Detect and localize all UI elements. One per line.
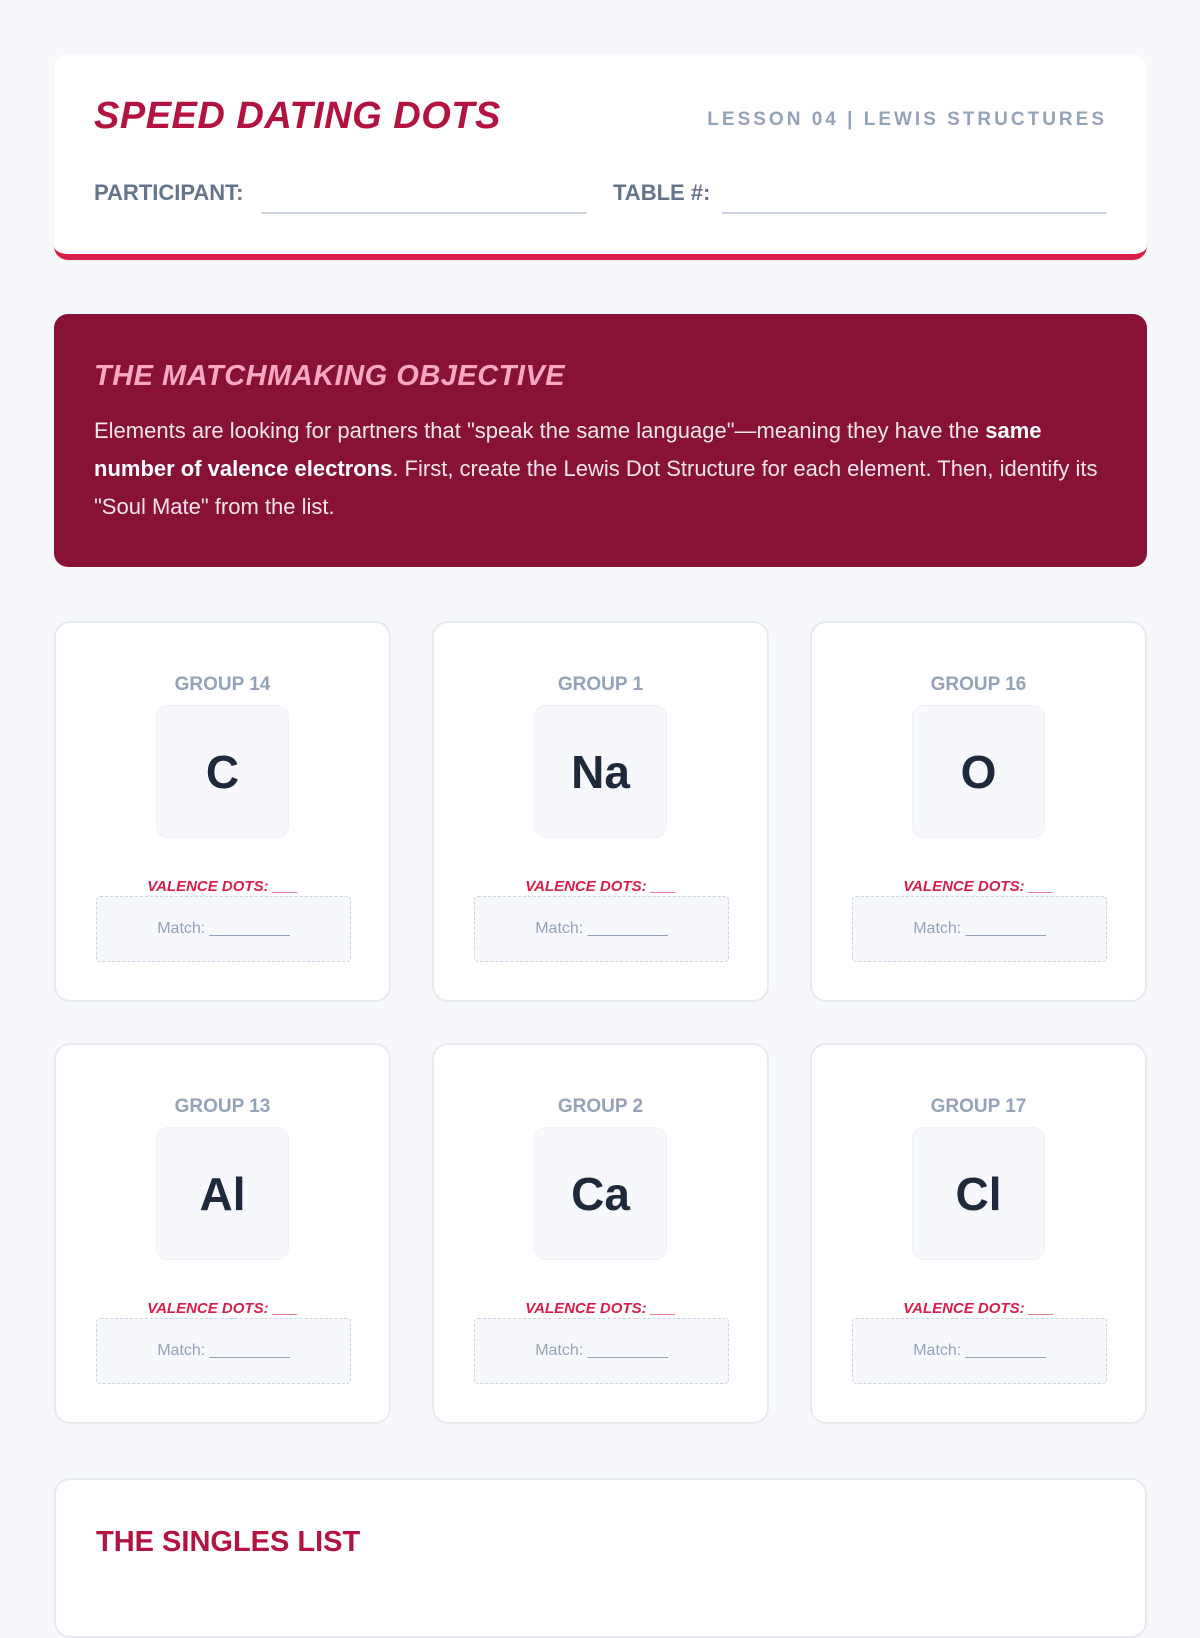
- element-card-aluminum: [54, 1043, 391, 1424]
- element-symbol[interactable]: O: [912, 705, 1045, 838]
- table-number-label: TABLE #:: [613, 180, 711, 205]
- page-title: SPEED DATING DOTS: [94, 95, 501, 137]
- valence-dots-label[interactable]: VALENCE DOTS: ___: [903, 1300, 1054, 1317]
- group-label: GROUP 13: [174, 1096, 271, 1117]
- match-field[interactable]: Match: _________: [852, 1318, 1107, 1384]
- valence-dots-label[interactable]: VALENCE DOTS: ___: [525, 878, 676, 895]
- singles-list-panel: [54, 1478, 1147, 1638]
- objective-text: [94, 412, 1107, 526]
- valence-dots-label[interactable]: VALENCE DOTS: ___: [147, 1300, 298, 1317]
- element-symbol[interactable]: Cl: [912, 1127, 1045, 1260]
- lesson-label: LESSON 04 | LEWIS STRUCTURES: [707, 109, 1107, 130]
- participant-field[interactable]: [261, 186, 587, 214]
- table-number-field[interactable]: [722, 186, 1107, 214]
- element-symbol[interactable]: C: [156, 705, 289, 838]
- element-card-sodium: [432, 621, 769, 1002]
- match-field[interactable]: Match: _________: [852, 896, 1107, 962]
- match-field[interactable]: Match: _________: [96, 896, 351, 962]
- valence-dots-label[interactable]: VALENCE DOTS: ___: [903, 878, 1054, 895]
- element-symbol[interactable]: Na: [534, 705, 667, 838]
- group-label: GROUP 14: [174, 674, 271, 695]
- group-label: GROUP 17: [930, 1096, 1027, 1117]
- participant-label: PARTICIPANT:: [94, 180, 244, 205]
- group-label: GROUP 16: [930, 674, 1027, 695]
- objective-heading: THE MATCHMAKING OBJECTIVE: [94, 360, 566, 392]
- element-symbol[interactable]: Al: [156, 1127, 289, 1260]
- objective-text-end: . First, create the Lewis Dot Structure for each element. Then, identify its "Soul Mate" from the list.: [94, 456, 1098, 519]
- group-label: GROUP 2: [557, 1096, 644, 1117]
- element-symbol[interactable]: Ca: [534, 1127, 667, 1260]
- worksheet-header: [54, 54, 1147, 260]
- match-field[interactable]: Match: _________: [474, 1318, 729, 1384]
- objective-text-emphasis: same number of valence electrons: [94, 418, 1042, 481]
- match-field[interactable]: Match: _________: [474, 896, 729, 962]
- valence-dots-label[interactable]: VALENCE DOTS: ___: [147, 878, 298, 895]
- objective-text-start: Elements are looking for partners that "speak the same language"—meaning they have the: [94, 418, 986, 443]
- element-card-carbon: [54, 621, 391, 1002]
- element-card-chlorine: [810, 1043, 1147, 1424]
- valence-dots-label[interactable]: VALENCE DOTS: ___: [525, 1300, 676, 1317]
- objective-panel: [54, 314, 1147, 567]
- group-label: GROUP 1: [557, 674, 644, 695]
- element-card-calcium: [432, 1043, 769, 1424]
- element-card-oxygen: [810, 621, 1147, 1002]
- singles-list-heading: THE SINGLES LIST: [96, 1526, 361, 1558]
- match-field[interactable]: Match: _________: [96, 1318, 351, 1384]
